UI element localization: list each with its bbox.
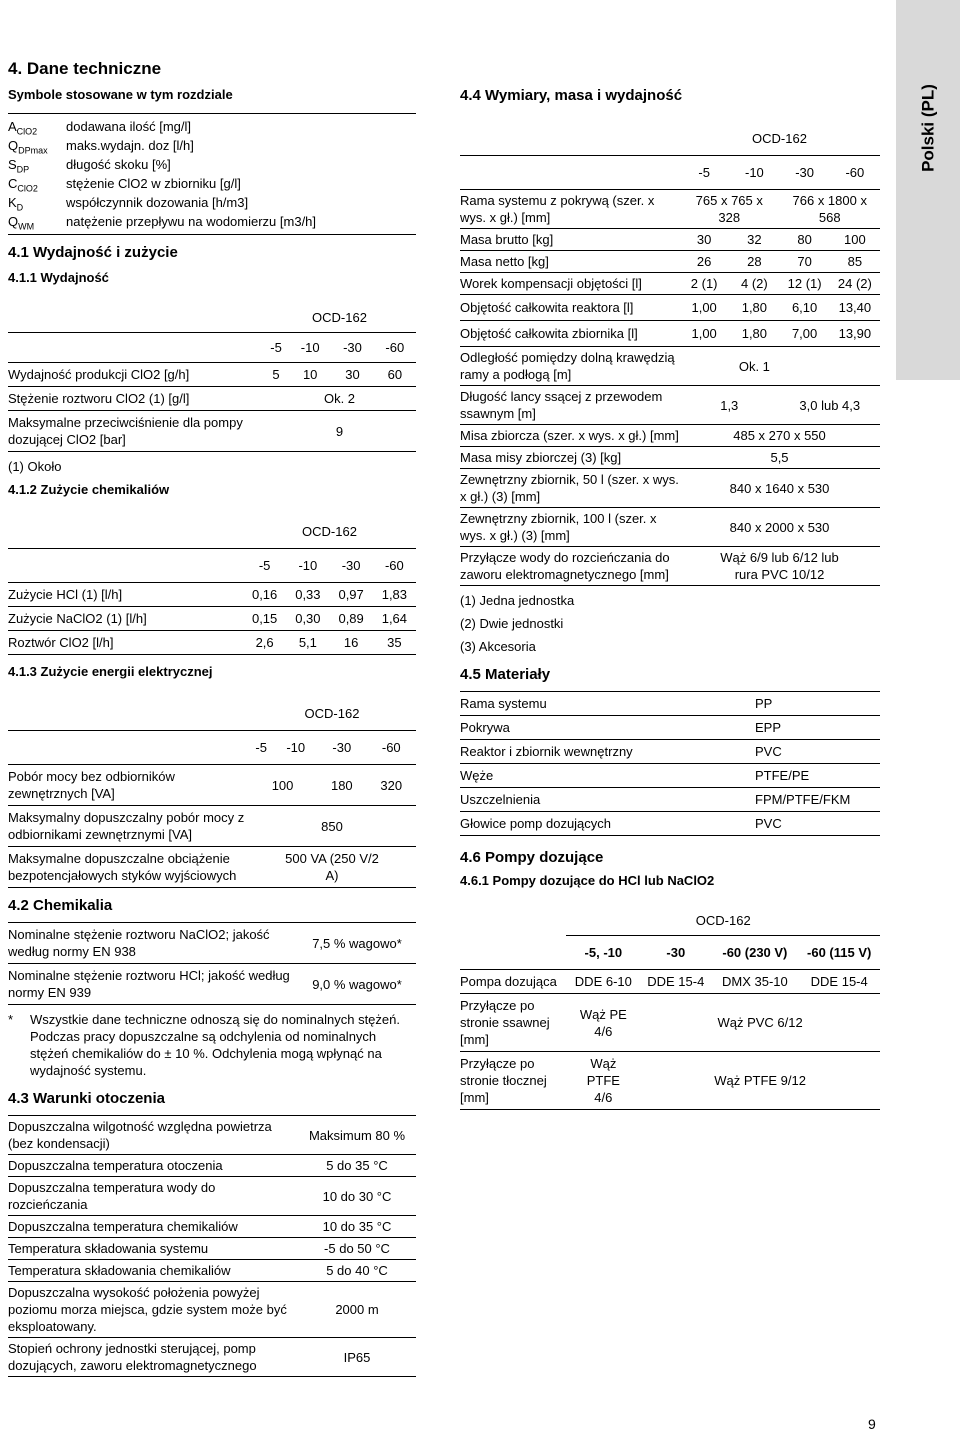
col-header: -10 [289,333,331,363]
model-header: OCD-162 [243,515,416,549]
table-row: Maksymalny dopuszczalny pobór mocy z odbiornikami zewnętrznymi [VA] 850 [8,806,416,847]
table-row: Maksymalne przeciwciśnienie dla pompy dozującej ClO2 [bar] 9 [8,411,416,452]
table-row: Przyłącze wody do rozcieńczania do zaworu elektromagnetycznego [mm] Wąż 6/9 lub 6/12 lub rura PVC 10/12 [460,547,880,586]
symbol-row: $K_D$ współczynnik dozowania [h/m3] [8,193,416,212]
footnote: (3) Akcesoria [460,639,536,654]
symbol-row: $S_{DP}$ długość skoku [%] [8,155,416,174]
footnote: (2) Dwie jednostki [460,616,564,631]
table-row: Dopuszczalna wysokość położenia powyżej poziomu morza miejsca, gdzie system może być eksploatowany. 2000 m [8,1282,416,1338]
heading-4-6-1: 4.6.1 Pompy dozujące do HCl lub NaClO2 [460,873,715,888]
model-header: OCD-162 [679,122,880,156]
table-row: Masa netto [kg] 26 28 70 85 [460,251,880,273]
table-row: Wydajność produkcji ClO2 [g/h] 5 10 30 60 [8,363,416,387]
table-row: Worek kompensacji objętości [l] 2 (1) 4 (2) 12 (1) 24 (2) [460,273,880,295]
table-row: Objętość całkowita reaktora [l] 1,00 1,80 6,10 13,40 [460,295,880,321]
table-row: Maksymalne dopuszczalne obciążenie bezpotencjałowych styków wyjściowych 500 VA (250 V/2 A) [8,847,416,888]
table-row: Dopuszczalna temperatura chemikaliów 10 do 35 °C [8,1216,416,1238]
table-row: Pobór mocy bez odbiorników zewnętrznych [VA] 100 180 320 [8,765,416,806]
heading-4-1-1: 4.1.1 Wydajność [8,270,109,285]
col-header: -5 [679,156,729,190]
col-header: -5 [248,731,274,765]
table-row: Przyłącze po stronie ssawnej [mm] Wąż PE 4/6 Wąż PVC 6/12 [460,994,880,1052]
symbol-row: $A_{ClO2}$ dodawana ilość [mg/l] [8,114,416,137]
table-row: Zużycie NaClO2 (1) [l/h] 0,15 0,30 0,89 1,64 [8,607,416,631]
symbols-heading: Symbole stosowane w tym rozdziale [8,87,233,102]
table-row: Zewnętrzny zbiornik, 100 l (szer. x wys. x gł.) (3) [mm] 840 x 2000 x 530 [460,508,880,547]
heading-4-5: 4.5 Materiały [460,666,551,683]
table-row: Stopień ochrony jednostki sterującej, pomp dozujących, zaworu elektromagnetycznego IP65 [8,1338,416,1377]
table-row: Węże PTFE/PE [460,764,880,788]
table-row: Rama systemu z pokrywą (szer. x wys. x gł.) [mm] 765 x 765 x 328 766 x 1800 x 568 [460,190,880,229]
col-header: -10 [274,731,317,765]
model-header: OCD-162 [263,303,416,333]
right-column [460,86,880,1110]
materials-table [460,691,880,836]
table-row: Temperatura składowania chemikaliów 5 do 40 °C [8,1260,416,1282]
col-header: -5 [263,333,289,363]
symbol-row: $Q_{DPmax}$ maks.wydajn. doz [l/h] [8,136,416,155]
heading-4-6: 4.6 Pompy dozujące [460,849,604,866]
col-header: -60 (115 V) [798,936,880,970]
heading-4-2: 4.2 Chemikalia [8,897,113,914]
table-row: Roztwór ClO2 [l/h] 2,6 5,1 16 35 [8,631,416,655]
table-row: Przyłącze po stronie tłocznej [mm] Wąż PTFE 4/6 Wąż PTFE 9/12 [460,1052,880,1110]
left-column [8,58,416,1377]
symbol-desc: maks.wydajn. doz [l/h] [66,138,194,153]
heading-4-1-3: 4.1.3 Zużycie energii elektrycznej [8,664,213,679]
col-header: -5, -10 [566,936,640,970]
dosing-pumps-table [460,906,880,1110]
table-row: Dopuszczalna temperatura otoczenia 5 do 35 °C [8,1155,416,1177]
table-row: Objętość całkowita zbiornika [l] 1,00 1,80 7,00 13,90 [460,321,880,347]
heading-4-1: 4.1 Wydajność i zużycie [8,244,178,261]
col-header: -60 [367,731,416,765]
power-consumption-table [8,697,416,888]
table-row: Uszczelnienia FPM/PTFE/FKM [460,788,880,812]
symbol-desc: współczynnik dozowania [h/m3] [66,195,249,210]
table-row: Głowice pomp dozujących PVC [460,812,880,836]
heading-4-4: 4.4 Wymiary, masa i wydajność [460,87,683,104]
table-row: Temperatura składowania systemu -5 do 50 °C [8,1238,416,1260]
symbol-desc: stężenie ClO2 w zbiorniku [g/l] [66,176,241,191]
col-header: -30 [331,333,373,363]
heading-4-1-2: 4.1.2 Zużycie chemikaliów [8,482,170,497]
symbol-desc: długość skoku [%] [66,157,171,172]
heading-4-3: 4.3 Warunki otoczenia [8,1090,165,1107]
table-row: Reaktor i zbiornik wewnętrzny PVC [460,740,880,764]
table-row: Zewnętrzny zbiornik, 50 l (szer. x wys. x gł.) (3) [mm] 840 x 1640 x 530 [460,469,880,508]
table-row: Długość lancy ssącej z przewodem ssawnym [m] 1,3 3,0 lub 4,3 [460,386,880,425]
table-row: Pokrywa EPP [460,716,880,740]
chemicals-table: Nominalne stężenie roztworu NaClO2; jakość według normy EN 938 7,5 % wagowo* Nominalne stężenie roztworu HCl; jakość według normy EN 939 9,0 % wagowo* [8,922,416,1005]
language-side-tab [896,0,960,380]
col-header: -30 [317,731,366,765]
page-number: 9 [868,1416,876,1432]
chemical-consumption-table [8,515,416,655]
section-title: 4. Dane techniczne [8,59,162,78]
col-header: -30 [640,936,711,970]
col-header: -30 [330,549,373,583]
col-header: -60 [373,549,416,583]
table-row: Odległość pomiędzy dolną krawędzią ramy a podłogą [m] Ok. 1 [460,347,880,386]
table-row: Dopuszczalna temperatura wody do rozcieńczania 10 do 30 °C [8,1177,416,1216]
table-row: Dopuszczalna wilgotność względna powietrza (bez kondensacji) Maksimum 80 % [8,1116,416,1155]
symbol-desc: natężenie przepływu na wodomierzu [m3/h] [66,214,317,229]
ambient-conditions-table [8,1115,416,1377]
table-row: Masa misy zbiorczej (3) [kg] 5,5 [460,447,880,469]
table-row: Zużycie HCl (1) [l/h] 0,16 0,33 0,97 1,83 [8,583,416,607]
dimensions-table [460,122,880,586]
col-header: -60 (230 V) [711,936,798,970]
star-note: * Wszystkie dane techniczne odnoszą się do nominalnych stężeń. Podczas pracy dopuszczalne są odchylenia od nominalnych stężeń chemikaliów do ± 10 %. Odchylenia mogą wpłynąć na wydajność systemu. [8,1012,400,1078]
col-header: -10 [286,549,329,583]
col-header: -60 [374,333,416,363]
table-row: Misa zbiorcza (szer. x wys. x gł.) [mm] 485 x 270 x 550 [460,425,880,447]
table-row: Stężenie roztworu ClO2 (1) [g/l] Ok. 2 [8,387,416,411]
capacity-table [8,303,416,452]
table-row: Pompa dozująca DDE 6-10 DDE 15-4 DMX 35-10 DDE 15-4 [460,970,880,994]
symbol-row: $Q_{WM}$ natężenie przepływu na wodomierzu [m3/h] [8,212,416,235]
symbol-desc: dodawana ilość [mg/l] [66,119,192,134]
footnote: (1) Około [8,459,62,474]
table-row: Masa brutto [kg] 30 32 80 100 [460,229,880,251]
col-header: -30 [780,156,830,190]
col-header: -10 [729,156,779,190]
symbols-table [8,113,416,235]
footnote: (1) Jedna jednostka [460,593,575,608]
col-header: -5 [243,549,286,583]
symbol-row: $C_{ClO2}$ stężenie ClO2 w zbiorniku [g/l] [8,174,416,193]
language-label: Polski (PL) [918,84,938,172]
col-header: -60 [830,156,880,190]
model-header: OCD-162 [566,906,880,936]
table-row: Rama systemu PP [460,692,880,716]
model-header: OCD-162 [248,697,416,731]
